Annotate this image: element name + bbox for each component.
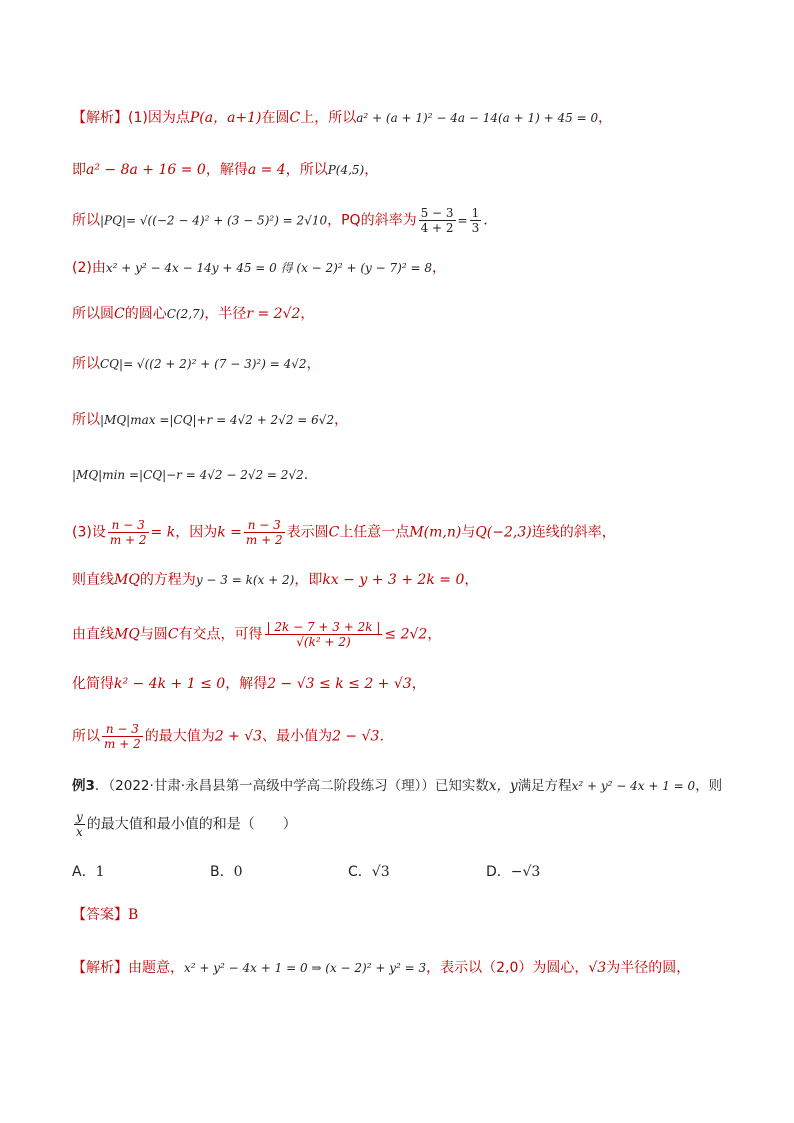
fraction [108,518,149,547]
solution-3-line-3 [72,620,754,649]
option-label: B． [210,864,234,880]
text: ， [306,356,321,372]
math-min-value: 2 − √3 [332,728,380,745]
solution-3-line-5 [72,722,754,751]
math-center: C(2,7) [166,307,205,321]
analysis-tag: 【解析】 [72,960,128,976]
numerator: n − 3 [102,722,143,737]
solution-1-line-1 [72,108,754,128]
example-3-question-line-2 [72,810,754,839]
example-source: ．（2022·甘肃·永昌县第一高级中学高二阶段练习（理））已知实数 [94,778,489,794]
math-equation: x² + y² − 4x + 1 = 0 ⇒ (x − 2)² + y² = 3 [184,961,427,975]
math-line-mq: MQ [114,626,140,643]
math-equation: kx − y + 3 + 2k = 0 [322,572,465,588]
solution-3-line-1 [72,518,754,547]
text: 的最大值为 [144,728,215,745]
math-solution: a = 4 [247,162,286,178]
text: ， [364,162,379,178]
solution-2-line-1 [72,258,754,278]
text: 所以 [72,212,100,229]
solution-2-line-4 [72,410,754,430]
math-max-mq: |MQ|max =|CQ|+r = 4√2 + 2√2 = 6√2 [100,413,335,427]
math-solution: 2 − √3 ≤ k ≤ 2 + √3 [267,676,412,692]
text: 为半径的圆， [606,960,691,976]
math-point-q: Q(−2,3) [475,524,532,541]
option-value: −√3 [510,864,541,880]
math-point-p: P(a，a+1) [189,110,262,126]
math-circle-c: C [167,626,179,643]
numerator: y [76,810,83,824]
text: 与 [461,524,476,541]
math-inequality: k² − 4k + 1 ≤ 0 [114,676,226,692]
numerator: 5 − 3 [420,206,454,220]
text: ， [431,260,446,276]
period: . [303,467,309,483]
text: ，表示以（2,0）为圆心， [426,960,589,976]
math-equation: a² − 8a + 16 = 0 [86,162,206,178]
option-c[interactable] [348,862,390,882]
fraction [470,206,482,235]
text: 化简得 [72,676,114,692]
text: ，所以 [285,162,328,178]
text: 的圆心 [124,306,167,322]
math-min-mq: |MQ|min =|CQ|−r = 4√2 − 2√2 = 2√2 [72,468,304,482]
option-b[interactable] [210,862,243,882]
text: 上任意一点 [339,524,410,541]
denominator: 4 + 2 [420,221,454,235]
denominator: x [76,825,83,839]
fraction [419,206,456,235]
text: 、最小值为 [262,728,333,745]
math-max-value: 2 + √3 [214,728,263,745]
math-circle-c: C [328,524,340,541]
math-k: k = [217,524,242,541]
fraction [265,620,383,649]
text: 即 [72,162,86,178]
math-equation: x² + y² − 4x + 1 = 0 [571,779,696,793]
option-label: A． [72,864,96,880]
text: ， [300,306,315,322]
numerator: | 2k − 7 + 3 + 2k | [266,620,381,634]
text: ， [334,412,349,428]
solution-3-line-4 [72,674,754,694]
math-distance-pq: |PQ|= √((−2 − 4)² + (3 − 5)²) = 2√10 [100,213,328,228]
math-circle-c: C [289,110,301,126]
text: 在圆 [261,110,290,126]
text: 所以圆 [72,306,114,322]
text: 则直线 [72,572,114,588]
solution-1-line-2 [72,160,754,180]
option-value: √3 [371,864,390,880]
text: ，PQ的斜率为 [327,212,417,229]
option-label: D． [486,864,511,880]
text: ，解得 [225,676,268,692]
option-value: 0 [233,864,243,880]
text: ，解得 [205,162,248,178]
solution-1-line-3 [72,206,754,235]
analysis-tag: 【解析】 [72,110,128,126]
denominator: m + 2 [104,737,141,751]
option-label: C． [348,864,372,880]
text: 由题意， [128,960,184,976]
text: 所以 [72,412,100,428]
numerator: n − 3 [108,518,149,533]
equals: = [457,213,468,228]
period: . [483,212,488,229]
answer-value: B [128,907,139,923]
text: ，因为 [175,524,218,541]
question-text: 的最大值和最小值的和是（ ） [86,816,297,833]
math-line-mq: MQ [114,572,140,588]
text: 所以 [72,356,100,372]
text: 所以 [72,728,100,745]
example-3-question [72,776,754,796]
text: 由直线 [72,626,114,643]
answer-tag: 【答案】 [72,907,128,923]
math-equation: x² + y² − 4x − 14y + 45 = 0 得 (x − 2)² + (y − 7)² = 8 [105,261,432,275]
text: ， [464,572,479,588]
denominator: m + 2 [109,533,147,547]
text: (1)因为点 [128,110,190,126]
math-circle-c: C [114,306,125,322]
text: ，即 [294,572,323,588]
text: (2)由 [72,260,106,276]
text: ，半径 [204,306,247,322]
math-equation: y − 3 = k(x + 2) [195,573,295,587]
period: . [379,728,384,745]
text: 表示圆 [286,524,329,541]
math-distance-cq: CQ|= √((2 + 2)² + (7 − 3)²) = 4√2 [100,357,307,371]
fraction [102,722,143,751]
math-point: P(4,5) [327,163,365,177]
fraction-y-over-x [74,810,85,839]
numerator: n − 3 [244,518,285,533]
answer-line [72,905,754,925]
option-a[interactable] [72,862,105,882]
denominator: √(k² + 2) [296,635,351,649]
solution-3-line-2 [72,570,754,590]
math-point-m: M(m,n) [409,524,462,541]
option-value: 1 [95,864,105,880]
option-d[interactable] [486,862,540,882]
denominator: 3 [471,221,480,235]
text: ， [427,626,442,643]
math-radius: √3 [588,960,607,976]
solution-2-line-2 [72,304,754,324]
math-inequality: ≤ 2√2 [384,626,428,643]
text: 连线的斜率， [531,524,616,541]
text: ， [411,676,426,692]
text: (3)设 [72,524,106,541]
example-label: 例3 [72,778,95,794]
math-radius: r = 2√2 [246,306,301,322]
fraction [244,518,285,547]
text: ， [598,110,613,126]
text: 的方程为 [139,572,196,588]
math-vars: x，y [488,778,518,794]
text: 与圆 [139,626,168,643]
text: 上，所以 [300,110,357,126]
denominator: m + 2 [245,533,283,547]
text: 满足方程 [517,778,572,794]
numerator: 1 [471,206,480,220]
solution-2-line-3 [72,354,754,374]
text: 有交点，可得 [178,626,263,643]
math-equation: a² + (a + 1)² − 4a − 14(a + 1) + 45 = 0 [356,111,599,125]
solution-2-line-5 [72,465,754,485]
text: ，则 [695,778,723,794]
analysis-line [72,958,754,978]
math-eq-k: = k [150,524,176,541]
